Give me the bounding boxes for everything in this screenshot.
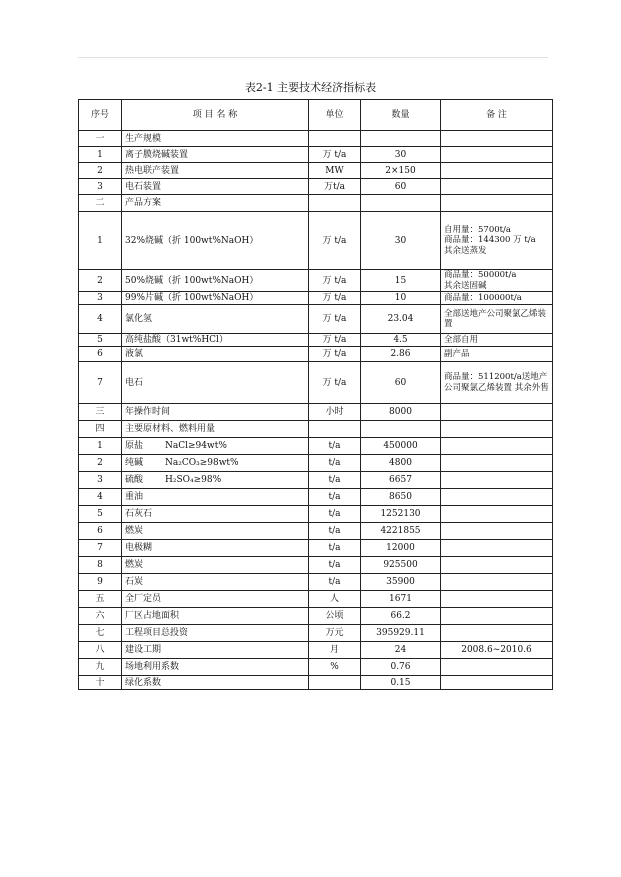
- item-name: 建设工期: [125, 645, 162, 655]
- cell-note: 全部自用: [441, 334, 553, 347]
- cell-qty: 6657: [361, 472, 441, 489]
- cell-unit: [309, 676, 361, 690]
- cell-item: [122, 179, 309, 195]
- table-title: 表2-1 主要技术经济指标表: [244, 81, 377, 94]
- cell-note: [441, 179, 553, 195]
- item-name: 32%烧碱（折 100wt%NaOH）: [125, 235, 259, 246]
- cell-note: [441, 421, 553, 438]
- item-name: 电石: [125, 377, 144, 388]
- cell-note: 2008.6~2010.6: [441, 642, 553, 659]
- header-qty: 数量: [361, 100, 441, 131]
- table-row: [79, 305, 553, 334]
- cell-note: [441, 625, 553, 642]
- cell-qty: 2.86: [361, 347, 441, 362]
- item-name: 石灰石: [125, 509, 153, 519]
- cell-qty: 35900: [361, 574, 441, 591]
- cell-qty: 8650: [361, 489, 441, 506]
- cell-item: [122, 421, 309, 438]
- item-name: 工程项目总投资: [125, 628, 189, 638]
- cell-note: [441, 506, 553, 523]
- item-name: 绿化系数: [125, 677, 162, 688]
- cell-item: [122, 642, 309, 659]
- table-row: [79, 334, 553, 347]
- cell-unit: 万 t/a: [309, 305, 361, 334]
- table-row: [79, 404, 553, 421]
- cell-item: [122, 506, 309, 523]
- cell-unit: [309, 195, 361, 212]
- item-specification: H₂SO₄≥98%: [165, 475, 222, 485]
- table-row: [79, 642, 553, 659]
- cell-note: [441, 163, 553, 179]
- cell-unit: 人: [309, 591, 361, 608]
- cell-item: [122, 147, 309, 163]
- cell-seq: 1: [79, 212, 122, 270]
- cell-unit: 万 t/a: [309, 212, 361, 270]
- cell-seq: 九: [79, 659, 122, 676]
- cell-seq: 一: [79, 131, 122, 147]
- cell-item: [122, 270, 309, 292]
- table-row: [79, 147, 553, 163]
- cell-item: [122, 362, 309, 404]
- cell-note: [441, 131, 553, 147]
- cell-seq: 四: [79, 421, 122, 438]
- cell-item: [122, 608, 309, 625]
- item-name: 原盐: [125, 441, 144, 451]
- table-row: [79, 421, 553, 438]
- table-row: [79, 131, 553, 147]
- cell-unit: 万 t/a: [309, 347, 361, 362]
- cell-unit: t/a: [309, 472, 361, 489]
- cell-qty: 1671: [361, 591, 441, 608]
- table-row: [79, 455, 553, 472]
- cell-item: [122, 489, 309, 506]
- cell-seq: 十: [79, 676, 122, 690]
- cell-qty: [361, 421, 441, 438]
- cell-seq: 六: [79, 608, 122, 625]
- item-name: 电极糊: [125, 543, 153, 553]
- technical-economic-indicators-table: [78, 99, 553, 690]
- cell-qty: [361, 195, 441, 212]
- table-row: [79, 574, 553, 591]
- cell-item: [122, 163, 309, 179]
- cell-unit: 万 t/a: [309, 292, 361, 305]
- cell-item: [122, 574, 309, 591]
- cell-unit: t/a: [309, 574, 361, 591]
- cell-note: [441, 591, 553, 608]
- cell-qty: 4.5: [361, 334, 441, 347]
- cell-seq: 9: [79, 574, 122, 591]
- cell-unit: %: [309, 659, 361, 676]
- cell-item: [122, 404, 309, 421]
- cell-seq: 三: [79, 404, 122, 421]
- cell-qty: 1252130: [361, 506, 441, 523]
- cell-qty: 395929.11: [361, 625, 441, 642]
- cell-note: 商品量：100000t/a: [441, 292, 553, 305]
- item-name: 纯碱: [125, 458, 144, 468]
- table-row: [79, 489, 553, 506]
- cell-qty: 23.04: [361, 305, 441, 334]
- table-row: [79, 591, 553, 608]
- cell-note: [441, 195, 553, 212]
- item-name: 主要原材料、燃料用量: [125, 424, 216, 434]
- cell-qty: 15: [361, 270, 441, 292]
- cell-note: [441, 659, 553, 676]
- cell-unit: 万 t/a: [309, 147, 361, 163]
- cell-qty: [361, 131, 441, 147]
- cell-seq: 4: [79, 305, 122, 334]
- cell-note: 副产品: [441, 347, 553, 362]
- item-name: 场地利用系数: [125, 662, 180, 672]
- cell-unit: 万 t/a: [309, 362, 361, 404]
- cell-qty: 66.2: [361, 608, 441, 625]
- cell-seq: 6: [79, 523, 122, 540]
- table-row: [79, 438, 553, 455]
- cell-seq: 5: [79, 334, 122, 347]
- cell-unit: t/a: [309, 506, 361, 523]
- table-row: [79, 163, 553, 179]
- cell-qty: 60: [361, 362, 441, 404]
- table-header-row: [79, 100, 553, 131]
- header-seq: 序号: [79, 100, 122, 131]
- cell-note: [441, 489, 553, 506]
- cell-qty: 925500: [361, 557, 441, 574]
- item-name: 99%片碱（折 100wt%NaOH）: [125, 293, 259, 303]
- table-row: [79, 195, 553, 212]
- cell-item: [122, 557, 309, 574]
- cell-seq: 3: [79, 292, 122, 305]
- item-name: 氯化氢: [125, 314, 153, 324]
- cell-unit: t/a: [309, 540, 361, 557]
- cell-unit: [309, 421, 361, 438]
- cell-note: [441, 523, 553, 540]
- cell-item: [122, 676, 309, 690]
- cell-item: [122, 131, 309, 147]
- table-row: [79, 676, 553, 690]
- cell-item: [122, 334, 309, 347]
- table-row: [79, 270, 553, 292]
- cell-unit: 月: [309, 642, 361, 659]
- cell-note: 商品量：511200t/a送地产公司聚氯乙烯装置 其余外售: [441, 362, 553, 404]
- cell-note: 自用量：5700t/a 商品量：144300 万 t/a 其余送蒸发: [441, 212, 553, 270]
- cell-note: 全部送地产公司聚氯乙烯装置: [441, 305, 553, 334]
- cell-note: [441, 574, 553, 591]
- cell-unit: 万 t/a: [309, 270, 361, 292]
- item-name: 年操作时间: [125, 407, 171, 417]
- cell-note: 商品量：50000t/a 其余送固碱: [441, 270, 553, 292]
- item-name: 生产规模: [125, 133, 162, 144]
- cell-item: [122, 347, 309, 362]
- cell-qty: 4221855: [361, 523, 441, 540]
- cell-unit: MW: [309, 163, 361, 179]
- cell-seq: 五: [79, 591, 122, 608]
- header-item: 项 目 名 称: [122, 100, 309, 131]
- cell-item: [122, 523, 309, 540]
- cell-seq: 2: [79, 455, 122, 472]
- cell-seq: 七: [79, 625, 122, 642]
- cell-seq: 6: [79, 347, 122, 362]
- item-name: 重油: [125, 492, 144, 502]
- cell-qty: 60: [361, 179, 441, 195]
- item-name: 热电联产装置: [125, 165, 180, 176]
- table-row: [79, 625, 553, 642]
- cell-seq: 7: [79, 362, 122, 404]
- cell-seq: 7: [79, 540, 122, 557]
- cell-item: [122, 292, 309, 305]
- table-row: [79, 557, 553, 574]
- cell-qty: 30: [361, 212, 441, 270]
- cell-seq: 4: [79, 489, 122, 506]
- cell-qty: 450000: [361, 438, 441, 455]
- table-row: [79, 506, 553, 523]
- cell-item: [122, 591, 309, 608]
- cell-item: [122, 540, 309, 557]
- cell-seq: 1: [79, 438, 122, 455]
- cell-unit: t/a: [309, 489, 361, 506]
- cell-unit: [309, 131, 361, 147]
- cell-qty: 10: [361, 292, 441, 305]
- cell-qty: 30: [361, 147, 441, 163]
- cell-unit: 小时: [309, 404, 361, 421]
- cell-seq: 3: [79, 472, 122, 489]
- cell-item: [122, 305, 309, 334]
- table-row: [79, 292, 553, 305]
- cell-qty: 24: [361, 642, 441, 659]
- cell-seq: 1: [79, 147, 122, 163]
- cell-note: [441, 608, 553, 625]
- cell-item: [122, 438, 309, 455]
- cell-unit: t/a: [309, 523, 361, 540]
- item-name: 石炭: [125, 577, 144, 587]
- cell-item: [122, 625, 309, 642]
- table-body: [79, 131, 553, 690]
- item-name: 产品方案: [125, 198, 162, 208]
- item-name: 硫酸: [125, 475, 144, 485]
- cell-seq: 5: [79, 506, 122, 523]
- item-name: 厂区占地面积: [125, 611, 180, 621]
- cell-seq: 8: [79, 557, 122, 574]
- table-row: [79, 362, 553, 404]
- cell-note: [441, 472, 553, 489]
- page-header-rule: [78, 57, 548, 58]
- item-specification: NaCl≥94wt%: [165, 441, 227, 451]
- cell-unit: 公顷: [309, 608, 361, 625]
- cell-note: [441, 557, 553, 574]
- cell-unit: t/a: [309, 455, 361, 472]
- cell-unit: t/a: [309, 438, 361, 455]
- cell-note: [441, 438, 553, 455]
- cell-qty: 0.76: [361, 659, 441, 676]
- item-name: 液氯: [125, 349, 144, 359]
- cell-qty: 8000: [361, 404, 441, 421]
- table-row: [79, 472, 553, 489]
- cell-seq: 八: [79, 642, 122, 659]
- header-note: 备 注: [441, 100, 553, 131]
- cell-seq: 2: [79, 270, 122, 292]
- cell-qty: 4800: [361, 455, 441, 472]
- table-row: [79, 540, 553, 557]
- table-row: [79, 347, 553, 362]
- cell-note: [441, 455, 553, 472]
- cell-unit: t/a: [309, 557, 361, 574]
- cell-note: [441, 404, 553, 421]
- cell-seq: 2: [79, 163, 122, 179]
- item-name: 燃炭: [125, 560, 144, 570]
- item-name: 离子膜烧碱装置: [125, 149, 189, 160]
- table-row: [79, 523, 553, 540]
- cell-item: [122, 195, 309, 212]
- cell-item: [122, 659, 309, 676]
- cell-qty: 12000: [361, 540, 441, 557]
- cell-unit: 万t/a: [309, 179, 361, 195]
- cell-qty: 0.15: [361, 676, 441, 690]
- cell-seq: 二: [79, 195, 122, 212]
- cell-note: [441, 147, 553, 163]
- cell-note: [441, 540, 553, 557]
- cell-qty: 2×150: [361, 163, 441, 179]
- cell-unit: 万元: [309, 625, 361, 642]
- cell-seq: 3: [79, 179, 122, 195]
- item-name: 燃炭: [125, 526, 144, 536]
- header-unit: 单位: [309, 100, 361, 131]
- item-name: 全厂定员: [125, 594, 162, 604]
- item-name: 50%烧碱（折 100wt%NaOH）: [125, 275, 259, 286]
- cell-item: [122, 212, 309, 270]
- table-row: [79, 659, 553, 676]
- cell-unit: 万 t/a: [309, 334, 361, 347]
- cell-note: [441, 676, 553, 690]
- cell-item: [122, 472, 309, 489]
- table-row: [79, 212, 553, 270]
- item-name: 高纯盐酸（31wt%HCl）: [125, 335, 228, 345]
- cell-item: [122, 455, 309, 472]
- table-row: [79, 608, 553, 625]
- item-name: 电石装置: [125, 181, 162, 192]
- item-specification: Na₂CO₃≥98wt%: [165, 458, 239, 468]
- table-row: [79, 179, 553, 195]
